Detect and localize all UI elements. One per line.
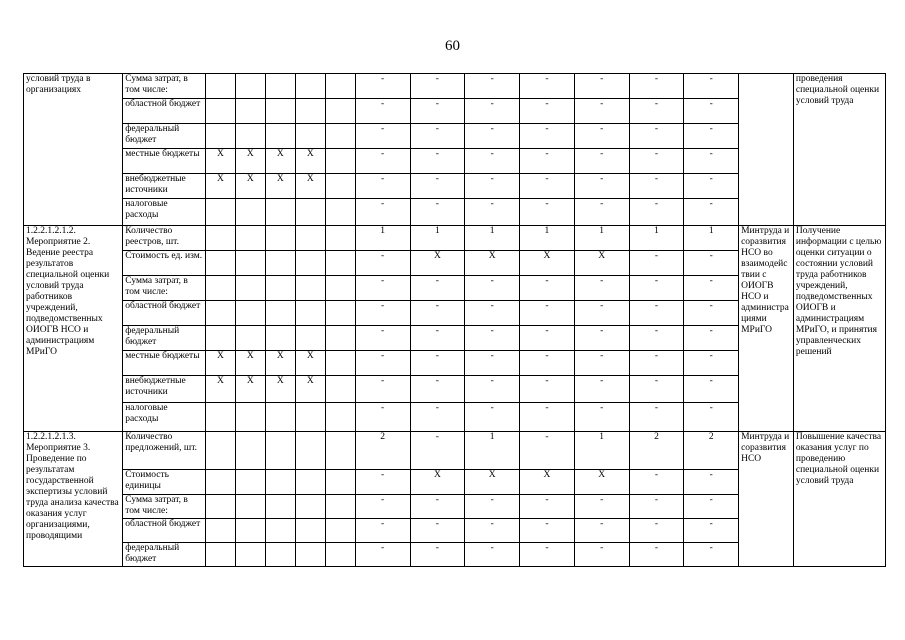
- table-cell: [325, 351, 355, 376]
- table-cell: -: [520, 276, 575, 301]
- table-cell: -: [520, 199, 575, 226]
- table-cell: [295, 226, 325, 251]
- table-cell: [325, 326, 355, 351]
- table-cell: [205, 470, 235, 495]
- table-cell: -: [684, 74, 739, 99]
- table-cell: -: [684, 470, 739, 495]
- table-cell: Х: [205, 174, 235, 199]
- table-cell: -: [520, 432, 575, 470]
- table-cell: [325, 276, 355, 301]
- table-cell: -: [629, 376, 684, 403]
- table-cell: [295, 124, 325, 149]
- table-cell: -: [355, 470, 410, 495]
- table-cell: [235, 470, 265, 495]
- table-cell: -: [684, 276, 739, 301]
- table-cell: -: [684, 124, 739, 149]
- table-cell: -: [410, 74, 465, 99]
- table-cell: -: [684, 251, 739, 276]
- table-cell: -: [574, 326, 629, 351]
- table-cell: -: [629, 251, 684, 276]
- table-cell: [265, 124, 295, 149]
- table-cell: [205, 301, 235, 326]
- table-cell: -: [629, 124, 684, 149]
- table-cell: Х: [295, 174, 325, 199]
- table-cell: -: [465, 403, 520, 432]
- table-cell: 1: [629, 226, 684, 251]
- table-cell: -: [465, 149, 520, 174]
- table-cell: -: [355, 519, 410, 543]
- table-cell: 1: [574, 432, 629, 470]
- table-cell: [295, 543, 325, 567]
- table-cell: [205, 495, 235, 519]
- table-cell: [265, 99, 295, 124]
- table-cell: -: [629, 74, 684, 99]
- table-cell: Х: [265, 376, 295, 403]
- table-cell: -: [520, 376, 575, 403]
- table-cell: -: [629, 326, 684, 351]
- table-cell: -: [465, 199, 520, 226]
- table-cell: -: [520, 301, 575, 326]
- table-cell: Х: [265, 149, 295, 174]
- table-cell: [265, 326, 295, 351]
- table-cell: -: [520, 351, 575, 376]
- table-cell: Количество реестров, шт.: [123, 226, 206, 251]
- table-cell: [295, 74, 325, 99]
- table-cell: -: [629, 519, 684, 543]
- table-cell: [325, 149, 355, 174]
- table-cell: Х: [410, 251, 465, 276]
- table-cell: [295, 470, 325, 495]
- table-cell: 2: [629, 432, 684, 470]
- table-cell: 1: [684, 226, 739, 251]
- table-cell: -: [684, 174, 739, 199]
- executor-cell: [739, 74, 794, 226]
- table-cell: [205, 326, 235, 351]
- table-cell: [265, 301, 295, 326]
- table-cell: -: [574, 301, 629, 326]
- table-cell: -: [410, 174, 465, 199]
- table-cell: 1: [520, 226, 575, 251]
- page-number: 60: [445, 38, 460, 54]
- table-cell: [325, 226, 355, 251]
- table-cell: -: [574, 519, 629, 543]
- table-cell: -: [574, 376, 629, 403]
- table-cell: областной бюджет: [123, 99, 206, 124]
- executor: Минтруда и соразвития НСО во взаимодействии с ОИОГВ НСО и администрациями МРиГО: [739, 226, 794, 432]
- table-cell: [235, 226, 265, 251]
- table-cell: [265, 199, 295, 226]
- table-cell: [235, 432, 265, 470]
- table-cell: -: [574, 495, 629, 519]
- table-cell: [325, 470, 355, 495]
- table-cell: [235, 326, 265, 351]
- table-cell: Х: [574, 470, 629, 495]
- table-cell: Сумма затрат, в том числе:: [123, 495, 206, 519]
- table-cell: -: [629, 495, 684, 519]
- table-cell: [295, 326, 325, 351]
- table-cell: [325, 199, 355, 226]
- table-cell: -: [684, 326, 739, 351]
- table-cell: [205, 276, 235, 301]
- table-cell: -: [355, 199, 410, 226]
- table-cell: -: [574, 199, 629, 226]
- table-cell: -: [465, 301, 520, 326]
- expected-result: Получение информации с целью оценки ситуации о состоянии условий труда работников учреждений, подведомственных ОИОГВ и администрациям МРиГО, и принятия управленческих решений: [793, 226, 885, 432]
- table-cell: [325, 301, 355, 326]
- table-cell: [325, 74, 355, 99]
- table-cell: -: [410, 351, 465, 376]
- table-cell: -: [355, 301, 410, 326]
- table-cell: -: [684, 543, 739, 567]
- table-cell: -: [465, 543, 520, 567]
- expected-result: проведения специальной оценки условий труда: [793, 74, 885, 226]
- table-cell: Х: [295, 351, 325, 376]
- table-cell: [235, 543, 265, 567]
- table-cell: [235, 74, 265, 99]
- table-cell: -: [355, 495, 410, 519]
- table-cell: [325, 174, 355, 199]
- table-cell: 1: [574, 226, 629, 251]
- table-cell: Х: [574, 251, 629, 276]
- table-cell: [325, 543, 355, 567]
- table-cell: -: [684, 199, 739, 226]
- table-cell: [205, 403, 235, 432]
- table-cell: федеральный бюджет: [123, 124, 206, 149]
- table-cell: [205, 226, 235, 251]
- table-cell: -: [629, 149, 684, 174]
- table-cell: -: [629, 543, 684, 567]
- table-cell: Х: [235, 149, 265, 174]
- table-cell: [235, 276, 265, 301]
- table-cell: -: [684, 301, 739, 326]
- table-cell: областной бюджет: [123, 301, 206, 326]
- table-cell: [265, 74, 295, 99]
- table-cell: [205, 124, 235, 149]
- table-cell: Х: [235, 376, 265, 403]
- table-cell: местные бюджеты: [123, 149, 206, 174]
- table-cell: -: [410, 124, 465, 149]
- table-cell: -: [574, 351, 629, 376]
- table-cell: -: [465, 74, 520, 99]
- table-cell: федеральный бюджет: [123, 326, 206, 351]
- table-cell: [235, 124, 265, 149]
- table-cell: -: [574, 99, 629, 124]
- table-cell: -: [574, 276, 629, 301]
- table-cell: [325, 376, 355, 403]
- table-cell: [325, 99, 355, 124]
- table-cell: [205, 543, 235, 567]
- table-cell: [235, 301, 265, 326]
- table-cell: [235, 251, 265, 276]
- table-row: [24, 226, 886, 251]
- table-cell: Количество предложений, шт.: [123, 432, 206, 470]
- table-cell: -: [684, 149, 739, 174]
- table-cell: Стоимость единицы: [123, 470, 206, 495]
- table-cell: [295, 99, 325, 124]
- table-cell: [295, 276, 325, 301]
- table-cell: 1: [465, 226, 520, 251]
- table-cell: [235, 403, 265, 432]
- table-cell: -: [574, 174, 629, 199]
- table-cell: -: [465, 99, 520, 124]
- table-cell: Х: [465, 470, 520, 495]
- table-cell: -: [684, 376, 739, 403]
- table-cell: -: [355, 251, 410, 276]
- table-cell: [205, 519, 235, 543]
- table-cell: -: [520, 495, 575, 519]
- table-cell: -: [410, 495, 465, 519]
- table-cell: Х: [235, 351, 265, 376]
- table-cell: Х: [520, 470, 575, 495]
- table-cell: -: [520, 124, 575, 149]
- table-cell: -: [410, 326, 465, 351]
- table-cell: [265, 432, 295, 470]
- table-cell: -: [520, 174, 575, 199]
- table-cell: Х: [235, 174, 265, 199]
- table-cell: [325, 403, 355, 432]
- table-cell: [265, 470, 295, 495]
- table-cell: -: [574, 543, 629, 567]
- table-cell: [205, 199, 235, 226]
- activity-name: 1.2.2.1.2.1.3. Мероприятие 3. Проведение по результатам государственной экспертизы условий труда анализа качества оказания услуг организациями, проводящими: [24, 432, 123, 567]
- table-cell: [205, 74, 235, 99]
- table-cell: -: [629, 351, 684, 376]
- table-cell: -: [520, 74, 575, 99]
- table-cell: федеральный бюджет: [123, 543, 206, 567]
- table-cell: [265, 403, 295, 432]
- table-cell: -: [355, 124, 410, 149]
- table-cell: -: [355, 376, 410, 403]
- table-cell: -: [410, 99, 465, 124]
- table-cell: -: [684, 99, 739, 124]
- table-cell: [325, 251, 355, 276]
- table-cell: -: [574, 149, 629, 174]
- table-cell: -: [410, 301, 465, 326]
- table-cell: -: [355, 351, 410, 376]
- table-cell: [205, 251, 235, 276]
- table-cell: -: [410, 543, 465, 567]
- table-cell: [235, 519, 265, 543]
- table-cell: [265, 251, 295, 276]
- table-cell: -: [465, 174, 520, 199]
- table-cell: Х: [295, 149, 325, 174]
- table-cell: 1: [355, 226, 410, 251]
- table-cell: -: [355, 149, 410, 174]
- table-cell: Х: [520, 251, 575, 276]
- table-cell: -: [629, 470, 684, 495]
- table-cell: [265, 519, 295, 543]
- table-cell: -: [410, 376, 465, 403]
- table-cell: [235, 99, 265, 124]
- table-cell: [235, 495, 265, 519]
- table-cell: -: [355, 99, 410, 124]
- table-cell: -: [629, 301, 684, 326]
- table-cell: 1: [465, 432, 520, 470]
- table-cell: -: [629, 199, 684, 226]
- table-cell: -: [410, 403, 465, 432]
- table-cell: -: [410, 149, 465, 174]
- table-cell: [295, 519, 325, 543]
- table-cell: областной бюджет: [123, 519, 206, 543]
- table-cell: -: [465, 124, 520, 149]
- table-cell: -: [520, 326, 575, 351]
- table-cell: -: [684, 403, 739, 432]
- table-cell: 2: [684, 432, 739, 470]
- table-cell: -: [574, 403, 629, 432]
- table-cell: [325, 124, 355, 149]
- table-cell: -: [684, 519, 739, 543]
- table-cell: [325, 495, 355, 519]
- table-cell: [325, 432, 355, 470]
- table-cell: местные бюджеты: [123, 351, 206, 376]
- table-cell: Х: [205, 351, 235, 376]
- table-cell: -: [520, 149, 575, 174]
- table-cell: -: [684, 351, 739, 376]
- table-cell: [265, 226, 295, 251]
- table-cell: -: [520, 519, 575, 543]
- table-cell: Х: [410, 470, 465, 495]
- executor: Минтруда и соразвития НСО: [739, 432, 794, 567]
- table-cell: [295, 495, 325, 519]
- table-cell: -: [465, 326, 520, 351]
- table-cell: Сумма затрат, в том числе:: [123, 74, 206, 99]
- table-cell: -: [355, 74, 410, 99]
- table-cell: [205, 432, 235, 470]
- table-cell: -: [629, 174, 684, 199]
- table-cell: Х: [205, 149, 235, 174]
- table-cell: 2: [355, 432, 410, 470]
- table-cell: -: [355, 403, 410, 432]
- table-cell: Х: [265, 351, 295, 376]
- table-cell: [265, 276, 295, 301]
- table-row: [24, 74, 886, 99]
- table-cell: -: [465, 351, 520, 376]
- program-activities-table: [23, 73, 886, 567]
- table-cell: -: [465, 495, 520, 519]
- activity-name: условий труда в организациях: [24, 74, 123, 226]
- table-cell: [295, 301, 325, 326]
- table-cell: -: [629, 276, 684, 301]
- table-cell: Стоимость ед. изм.: [123, 251, 206, 276]
- table-cell: [295, 432, 325, 470]
- table-cell: -: [410, 276, 465, 301]
- table-cell: [265, 495, 295, 519]
- table-cell: [295, 251, 325, 276]
- table-cell: -: [465, 519, 520, 543]
- table-cell: -: [520, 99, 575, 124]
- table-cell: -: [410, 519, 465, 543]
- table-cell: внебюджетные источники: [123, 174, 206, 199]
- table-cell: -: [355, 543, 410, 567]
- expected-result: Повышение качества оказания услуг по проведению специальной оценки условий труда: [793, 432, 885, 567]
- table-cell: [295, 403, 325, 432]
- table-cell: -: [465, 276, 520, 301]
- table-cell: Х: [205, 376, 235, 403]
- table-cell: [325, 519, 355, 543]
- table-cell: -: [574, 74, 629, 99]
- table-cell: -: [684, 495, 739, 519]
- table-cell: 1: [410, 226, 465, 251]
- table-cell: налоговые расходы: [123, 403, 206, 432]
- activity-name: 1.2.2.1.2.1.2. Мероприятие 2. Ведение реестра результатов специальной оценки условий труда работников учреждений, подведомственных ОИОГВ НСО и администрациям МРиГО: [24, 226, 123, 432]
- table-cell: -: [355, 174, 410, 199]
- table-cell: [235, 199, 265, 226]
- table-cell: -: [410, 432, 465, 470]
- table-cell: [265, 543, 295, 567]
- table-cell: Х: [295, 376, 325, 403]
- table-row: [24, 432, 886, 470]
- table-cell: -: [629, 99, 684, 124]
- table-cell: -: [355, 276, 410, 301]
- table-cell: -: [629, 403, 684, 432]
- table-cell: -: [465, 376, 520, 403]
- table-cell: Х: [465, 251, 520, 276]
- table-cell: -: [520, 403, 575, 432]
- table-cell: -: [574, 124, 629, 149]
- table-cell: Сумма затрат, в том числе:: [123, 276, 206, 301]
- table-cell: -: [355, 326, 410, 351]
- table-cell: -: [520, 543, 575, 567]
- table-cell: [295, 199, 325, 226]
- table-cell: налоговые расходы: [123, 199, 206, 226]
- table-cell: Х: [265, 174, 295, 199]
- table-cell: внебюджетные источники: [123, 376, 206, 403]
- table-cell: [205, 99, 235, 124]
- table-cell: -: [410, 199, 465, 226]
